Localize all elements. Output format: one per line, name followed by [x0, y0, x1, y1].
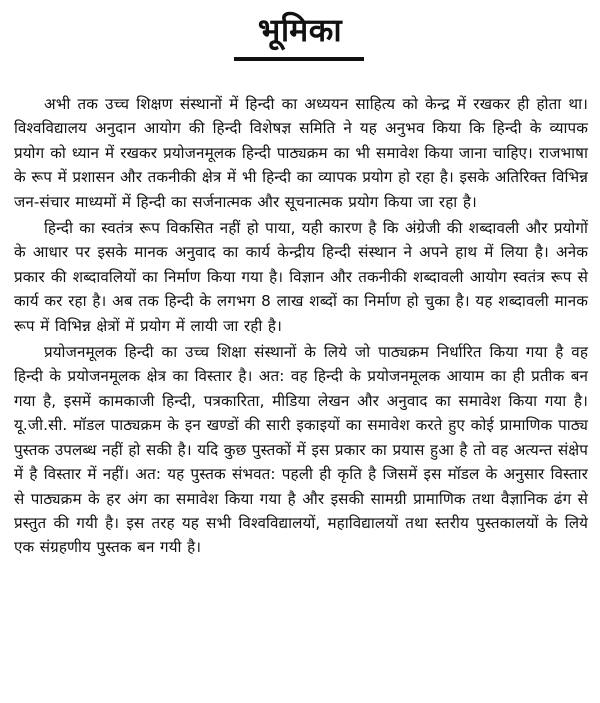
body-text	[14, 92, 588, 562]
title-block	[230, 8, 370, 52]
paragraph-2: हिन्दी का स्वतंत्र रूप विकसित नहीं हो पाया, यही कारण है कि अंग्रेजी की शब्दावली और प्रयोगों के आधार पर इसके मानक अनुवाद का कार्य केन्द्रीय हिन्दी संस्थान ने अपने हाथ में लिया है। अनेक प्रकार की शब्दावलियों का निर्माण किया गया है। विज्ञान और तकनीकी शब्दावली आयोग स्वतंत्र रूप से कार्य कर रहा है। अब तक हिन्दी के लगभग 8 लाख शब्दों का निर्माण हो चुका है। यह शब्दावली मानक रूप में विभिन्न क्षेत्रों में प्रयोग में लायी जा रही है।	[14, 219, 588, 335]
page-title: भूमिका	[257, 11, 343, 49]
paragraph-1: अभी तक उच्च शिक्षण संस्थानों में हिन्दी का अध्ययन साहित्य को केन्द्र में रखकर ही होता था। विश्वविद्यालय अनुदान आयोग की हिन्दी विशेषज्ञ समिति ने यह अनुभव किया कि हिन्दी के व्यापक प्रयोग को ध्यान में रखकर प्रयोजनमूलक हिन्दी पाठ्यक्रम का भी समावेश किया जाना चाहिए। राजभाषा के रूप में प्रशासन और तकनीकी क्षेत्र में भी हिन्दी का व्यापक प्रयोग हो रहा है। इसके अतिरिक्त विभिन्न जन-संचार माध्यमों में हिन्दी का सर्जनात्मक और सूचनात्मक प्रयोग किया जा रहा है।	[14, 95, 588, 211]
paragraph-3: प्रयोजनमूलक हिन्दी का उच्च शिक्षा संस्थानों के लिये जो पाठ्यक्रम निर्धारित किया गया है वह हिन्दी के प्रयोजनमूलक क्षेत्र का विस्तार है। अत: वह हिन्दी के प्रयोजनमूलक आयाम का ही प्रतीक बन गया है, इसमें कामकाजी हिन्दी, पत्रकारिता, मीडिया लेखन और अनुवाद का समावेश किया गया है। यू.जी.सी. मॉडल पाठ्यक्रम के इन खण्डों की सारी इकाइयों का समावेश करते हुए कोई प्रामाणिक पाठ्य पुस्तक उपलब्ध नहीं हो सकी है। यदि कुछ पुस्तकों में इस प्रकार का प्रयास हुआ है तो वह अत्यन्त संक्षेप में है विस्तार में नहीं। अत: यह पुस्तक संभवत: पहली ही कृति है जिसमें इस मॉडल के अनुसार विस्तार से पाठ्यक्रम के हर अंग का समावेश किया गया है और इसकी सामग्री प्रामाणिक तथा वैज्ञानिक ढंग से प्रस्तुत की गयी है। इस तरह यह सभी विश्वविद्यालयों, महाविद्यालयों तथा स्तरीय पुस्तकालयों के लिये एक संग्रहणीय पुस्तक बन गयी है।	[14, 343, 588, 557]
title-underline	[234, 57, 364, 61]
